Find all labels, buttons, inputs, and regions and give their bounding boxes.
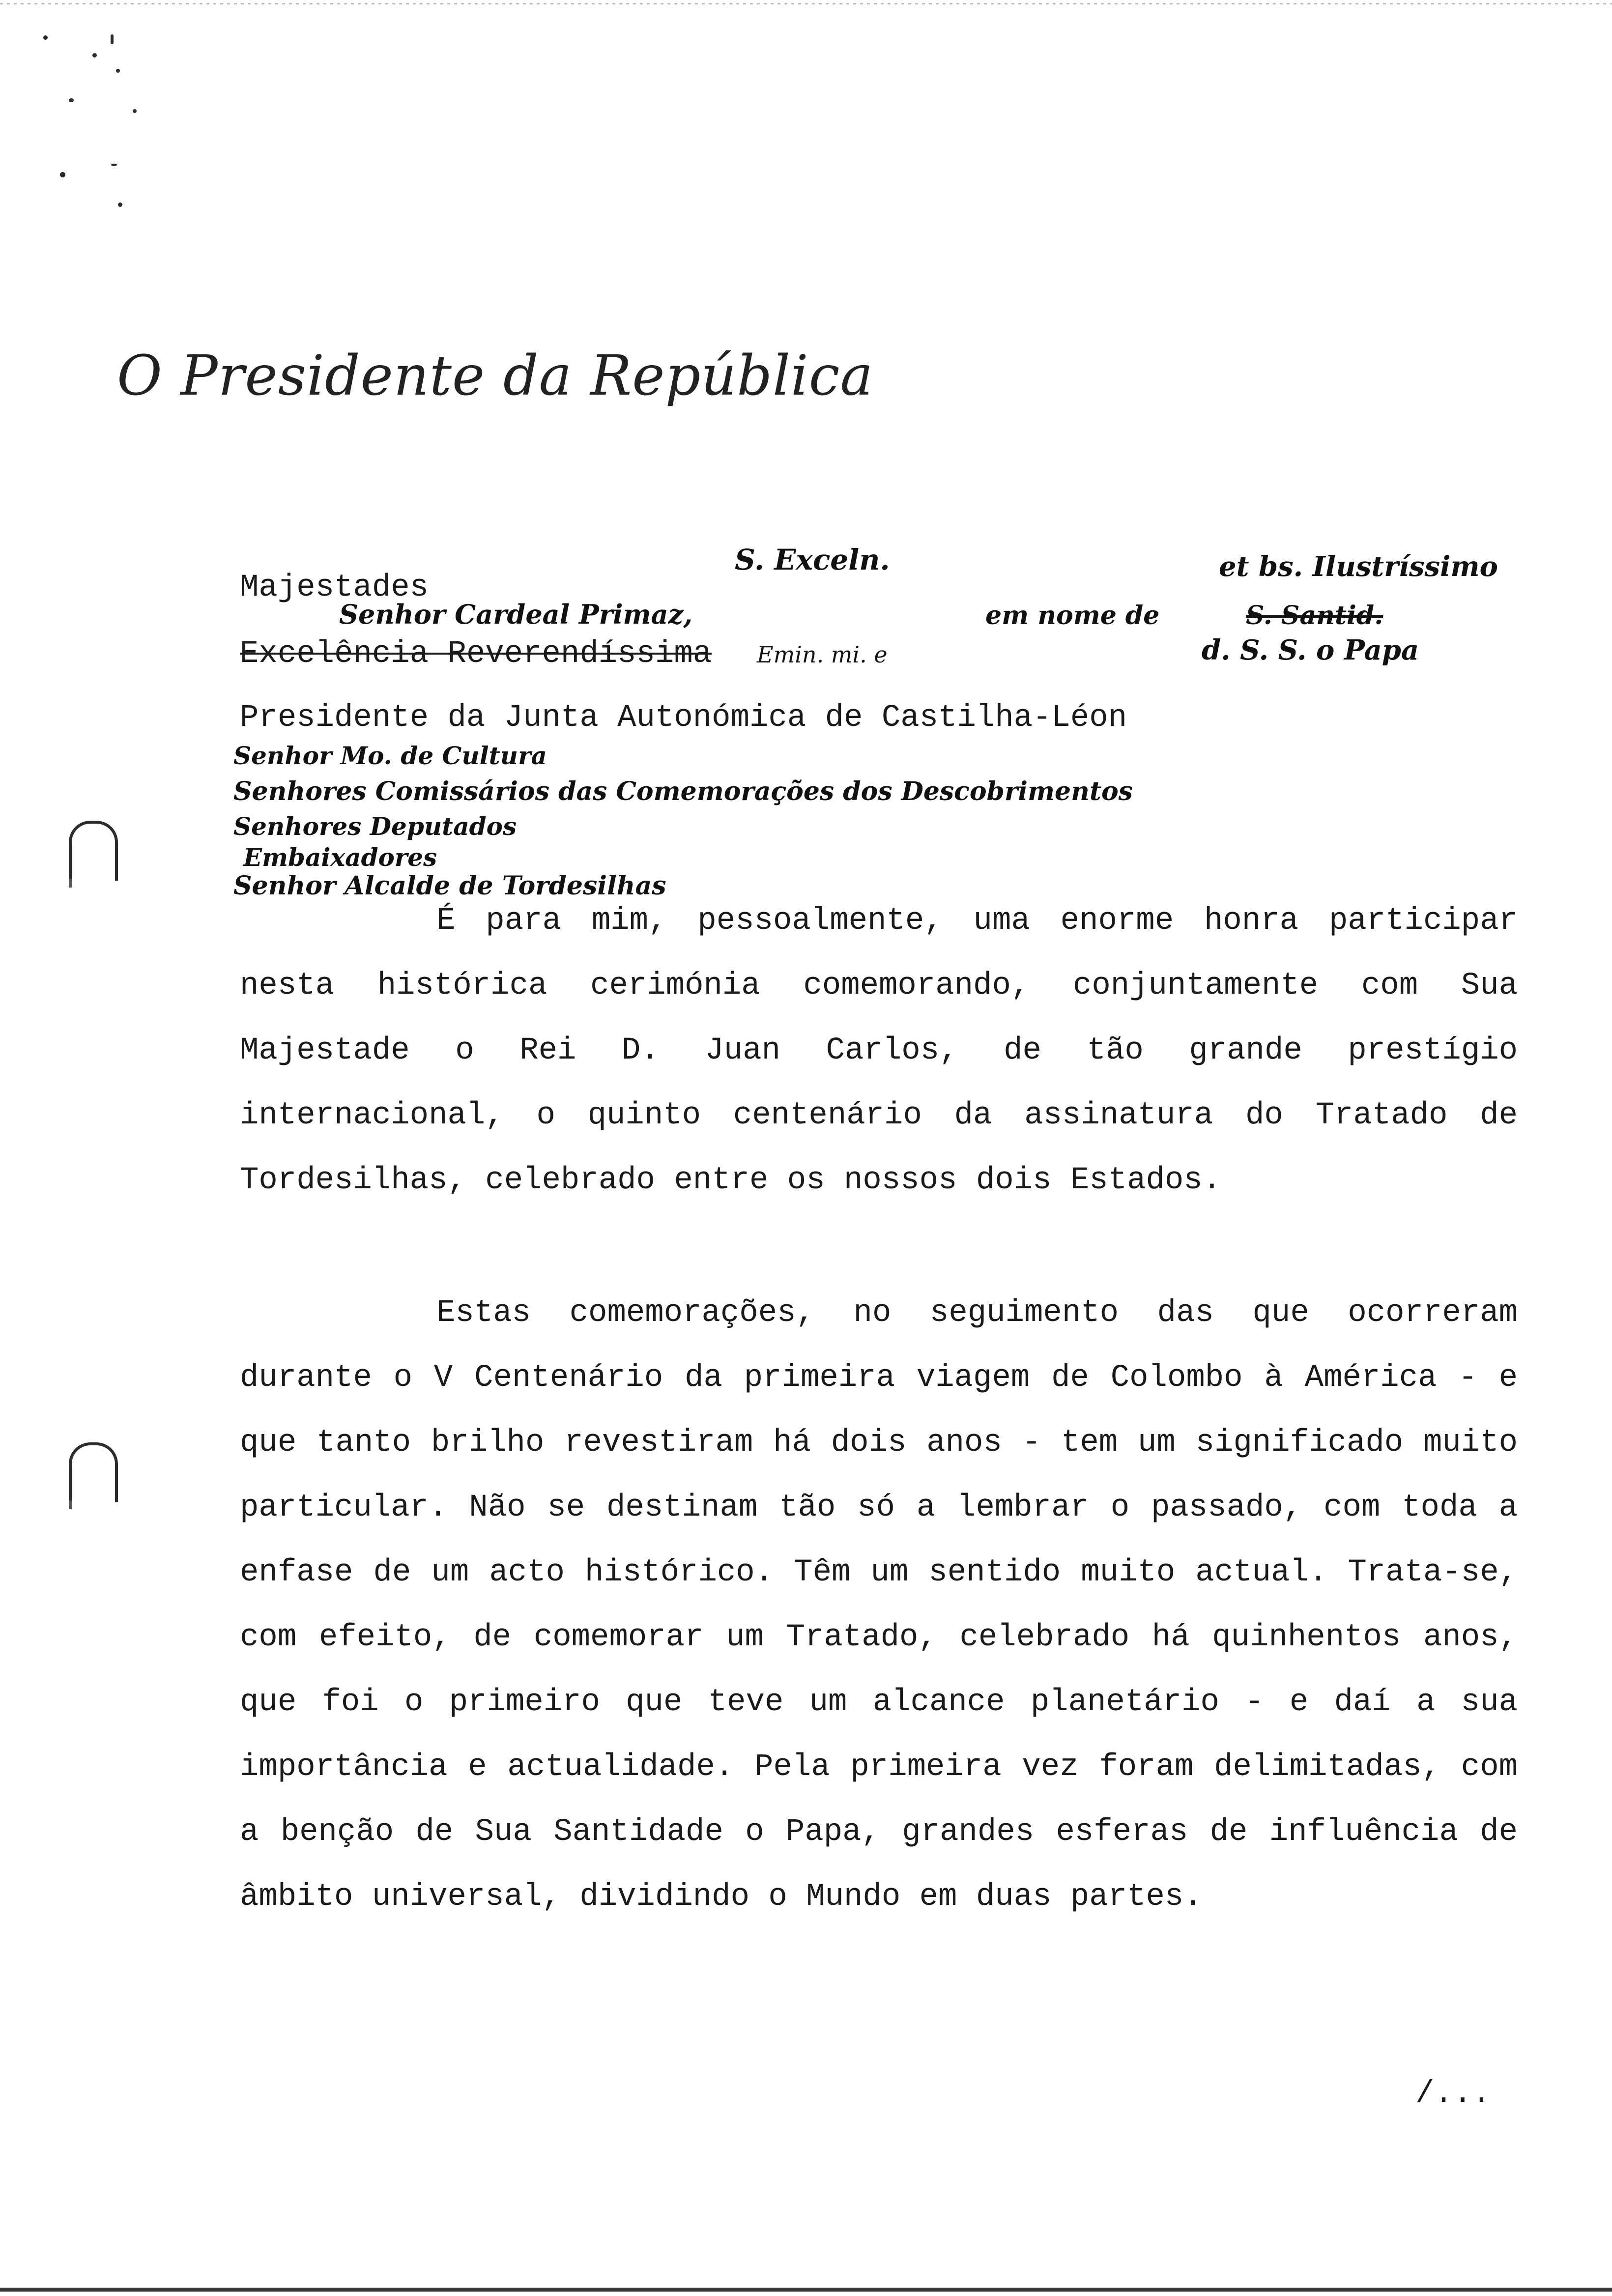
scan-speck xyxy=(43,35,48,40)
handwritten-note: em nome de xyxy=(985,601,1160,631)
handwritten-note: S. Exceln. xyxy=(735,543,890,576)
paragraph-2-text: Estas comemorações, no seguimento das que ocorreram durante o V Centenário da primeira viagem de Colombo à América - e que tanto brilho revestiram há dois anos - tem um significado muito particular. Não se destinam tão só a lembrar o passado, com toda a enfase de um acto histórico. Têm um sentido muito actual. Trata-se, com efeito, de comemorar um Tratado, celebrado há quinhentos anos, que foi o primeiro que teve um alcance planetário - e daí a sua importância e actualidade. Pela primeira vez foram delimitadas, com a benção de Sua Santidade o Papa, grandes esferas de influência de âmbito universal, dividindo o Mundo em duas partes. xyxy=(240,1295,1518,1915)
letterhead-title: O Presidente da República xyxy=(117,344,874,408)
scan-speck xyxy=(116,69,120,73)
paragraph-1-text: É para mim, pessoalmente, uma enorme honra participar nesta histórica cerimónia comemorando, conjuntamente com Sua Majestade o Rei D. Juan Carlos, de tão grande prestígio internacional, o quinto centenário da assinatura do Tratado de Tordesilhas, celebrado entre os nossos dois Estados. xyxy=(240,903,1518,1198)
handwritten-note: Senhor Mo. de Cultura xyxy=(233,741,547,770)
continuation-mark: /... xyxy=(1415,2076,1491,2112)
handwritten-note: d. S. S. o Papa xyxy=(1202,634,1419,666)
scan-speck xyxy=(60,172,65,177)
handwritten-note: Senhores Comissários das Comemorações dos Descobrimentos xyxy=(233,776,1133,806)
scan-speck xyxy=(118,202,122,207)
scan-speck xyxy=(111,164,117,166)
punch-hole-bottom xyxy=(69,1442,118,1502)
body-paragraph-2 xyxy=(240,1281,1518,1929)
salutation-majestades: Majestades xyxy=(240,570,429,605)
scan-speck xyxy=(133,109,137,113)
salutation-struck-excelencia: Excelência Reverendíssima xyxy=(240,636,712,672)
handwritten-struck-note: S. Santid. xyxy=(1246,601,1383,631)
handwritten-note: Senhores Deputados xyxy=(233,812,517,841)
body-paragraph-1 xyxy=(240,889,1518,1213)
salutation-presidente-junta: Presidente da Junta Autonómica de Castilha-Léon xyxy=(240,700,1127,736)
handwritten-note: Emin. mi. e xyxy=(757,641,888,668)
handwritten-note: Senhor Alcalde de Tordesilhas xyxy=(233,871,666,901)
handwritten-note: Embaixadores xyxy=(243,843,437,872)
scan-top-edge xyxy=(0,3,1612,4)
scan-speck xyxy=(111,34,114,44)
handwritten-note: Senhor Cardeal Primaz, xyxy=(339,599,693,630)
scan-bottom-edge xyxy=(0,2288,1612,2292)
scan-speck xyxy=(92,53,97,57)
scan-speck xyxy=(69,98,74,102)
punch-hole-top xyxy=(69,821,118,881)
handwritten-note: et bs. Ilustríssimo xyxy=(1219,550,1498,583)
